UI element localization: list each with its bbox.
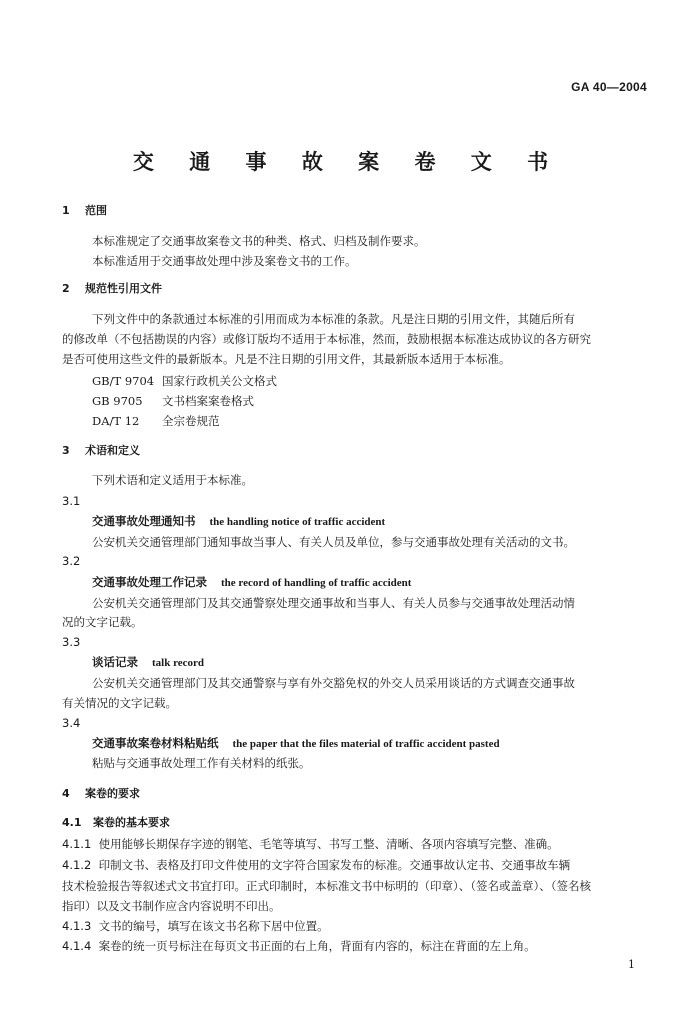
reference-item	[92, 373, 277, 389]
section-title: 规范性引用文件	[84, 282, 162, 295]
clause-number: 3.1	[62, 494, 81, 508]
reference-item	[92, 393, 254, 409]
clause	[62, 857, 570, 873]
subsection-title: 案卷的基本要求	[93, 816, 170, 829]
term-en: the record of handling of traffic accident	[221, 577, 412, 589]
reference-name: 文书档案案卷格式	[162, 394, 254, 408]
section-title: 范围	[84, 204, 107, 217]
section-number: 4	[62, 787, 70, 800]
definition-line: 况的文字记载。	[62, 615, 143, 629]
clause	[62, 918, 329, 934]
clause-text: 印制文书、表格及打印文件使用的文字符合国家发布的标准。交通事故认定书、交通事故车辆	[98, 858, 571, 872]
page-number: 1	[628, 958, 635, 971]
clause	[62, 938, 536, 954]
standard-code: GA 40—2004	[571, 80, 647, 94]
section-number: 3	[62, 444, 70, 457]
definition-line: 公安机关交通管理部门及其交通警察与享有外交豁免权的外交人员采用谈话的方式调查交通事故	[92, 676, 575, 690]
clause-number: 4.1.1	[62, 837, 92, 851]
paragraph-line: 的修改单（不包括勘误的内容）或修订版均不适用于本标准，然而，鼓励根据本标准达成协议的各方研究	[62, 332, 591, 346]
term-entry	[92, 654, 204, 671]
term-cn: 交通事故处理工作记录	[92, 575, 207, 589]
clause-number: 4.1.3	[62, 919, 92, 933]
clause-number: 3.3	[62, 635, 81, 649]
section-number: 2	[62, 282, 70, 295]
reference-name: 全宗卷规范	[162, 414, 220, 428]
clause-text: 文书的编号，填写在该文书名称下居中位置。	[98, 919, 329, 933]
clause-number: 4.1.2	[62, 858, 92, 872]
definition-line: 公安机关交通管理部门及其交通警察处理交通事故和当事人、有关人员参与交通事故处理活动情	[92, 596, 575, 610]
section-4-heading	[62, 786, 140, 802]
term-cn: 谈话记录	[92, 655, 138, 669]
clause-text: 使用能够长期保存字迹的钢笔、毛笔等填写、书写工整、清晰、各项内容填写完整、准确。	[98, 837, 559, 851]
section-3-heading	[62, 443, 140, 459]
paragraph-line: 是否可使用这些文件的最新版本。凡是不注日期的引用文件，其最新版本适用于本标准。	[62, 352, 511, 366]
reference-code: GB/T 9704	[92, 374, 155, 388]
subsection-number: 4.1	[62, 816, 82, 829]
reference-name: 国家行政机关公文格式	[162, 374, 277, 388]
section-title: 案卷的要求	[84, 787, 140, 800]
reference-code: GB 9705	[92, 394, 143, 408]
term-entry	[92, 574, 411, 591]
section-2-heading	[62, 281, 162, 297]
term-en: the handling notice of traffic accident	[209, 516, 386, 528]
clause-number: 4.1.4	[62, 939, 92, 953]
section-number: 1	[62, 204, 70, 217]
reference-item	[92, 413, 220, 429]
definition-line: 有关情况的文字记载。	[62, 696, 177, 710]
clause-text: 技术检验报告等叙述式文书宜打印。正式印制时，本标准文书中标明的（印章）、（签名或盖章）、（签名核	[62, 879, 591, 893]
term-cn: 交通事故处理通知书	[92, 514, 196, 528]
paragraph-line: 下列文件中的条款通过本标准的引用而成为本标准的条款。凡是注日期的引用文件，其随后所有	[92, 312, 575, 326]
definition-line: 粘贴与交通事故处理工作有关材料的纸张。	[92, 756, 311, 770]
term-cn: 交通事故案卷材料粘贴纸	[92, 736, 219, 750]
term-entry	[92, 735, 500, 752]
subsection-heading	[62, 815, 170, 831]
clause	[62, 836, 559, 852]
section-title: 术语和定义	[84, 444, 140, 457]
clause-number: 3.4	[62, 716, 81, 730]
term-entry	[92, 513, 385, 530]
paragraph: 本标准规定了交通事故案卷文书的种类、格式、归档及制作要求。	[92, 234, 426, 248]
document-title: 交 通 事 故 案 卷 文 书	[132, 149, 563, 174]
term-en: the paper that the files material of traffic accident pasted	[232, 738, 500, 750]
term-en: talk record	[152, 657, 205, 669]
definition-line: 公安机关交通管理部门通知事故当事人、有关人员及单位，参与交通事故处理有关活动的文书。	[92, 535, 575, 549]
paragraph: 本标准适用于交通事故处理中涉及案卷文书的工作。	[92, 254, 357, 268]
clause-number: 3.2	[62, 554, 81, 568]
reference-code: DA/T 12	[92, 414, 140, 428]
paragraph: 下列术语和定义适用于本标准。	[92, 473, 253, 487]
clause-text: 指印）以及文书制作应含内容说明不印出。	[62, 899, 281, 913]
section-1-heading	[62, 203, 107, 219]
clause-text: 案卷的统一页号标注在每页文书正面的右上角，背面有内容的，标注在背面的左上角。	[98, 939, 536, 953]
